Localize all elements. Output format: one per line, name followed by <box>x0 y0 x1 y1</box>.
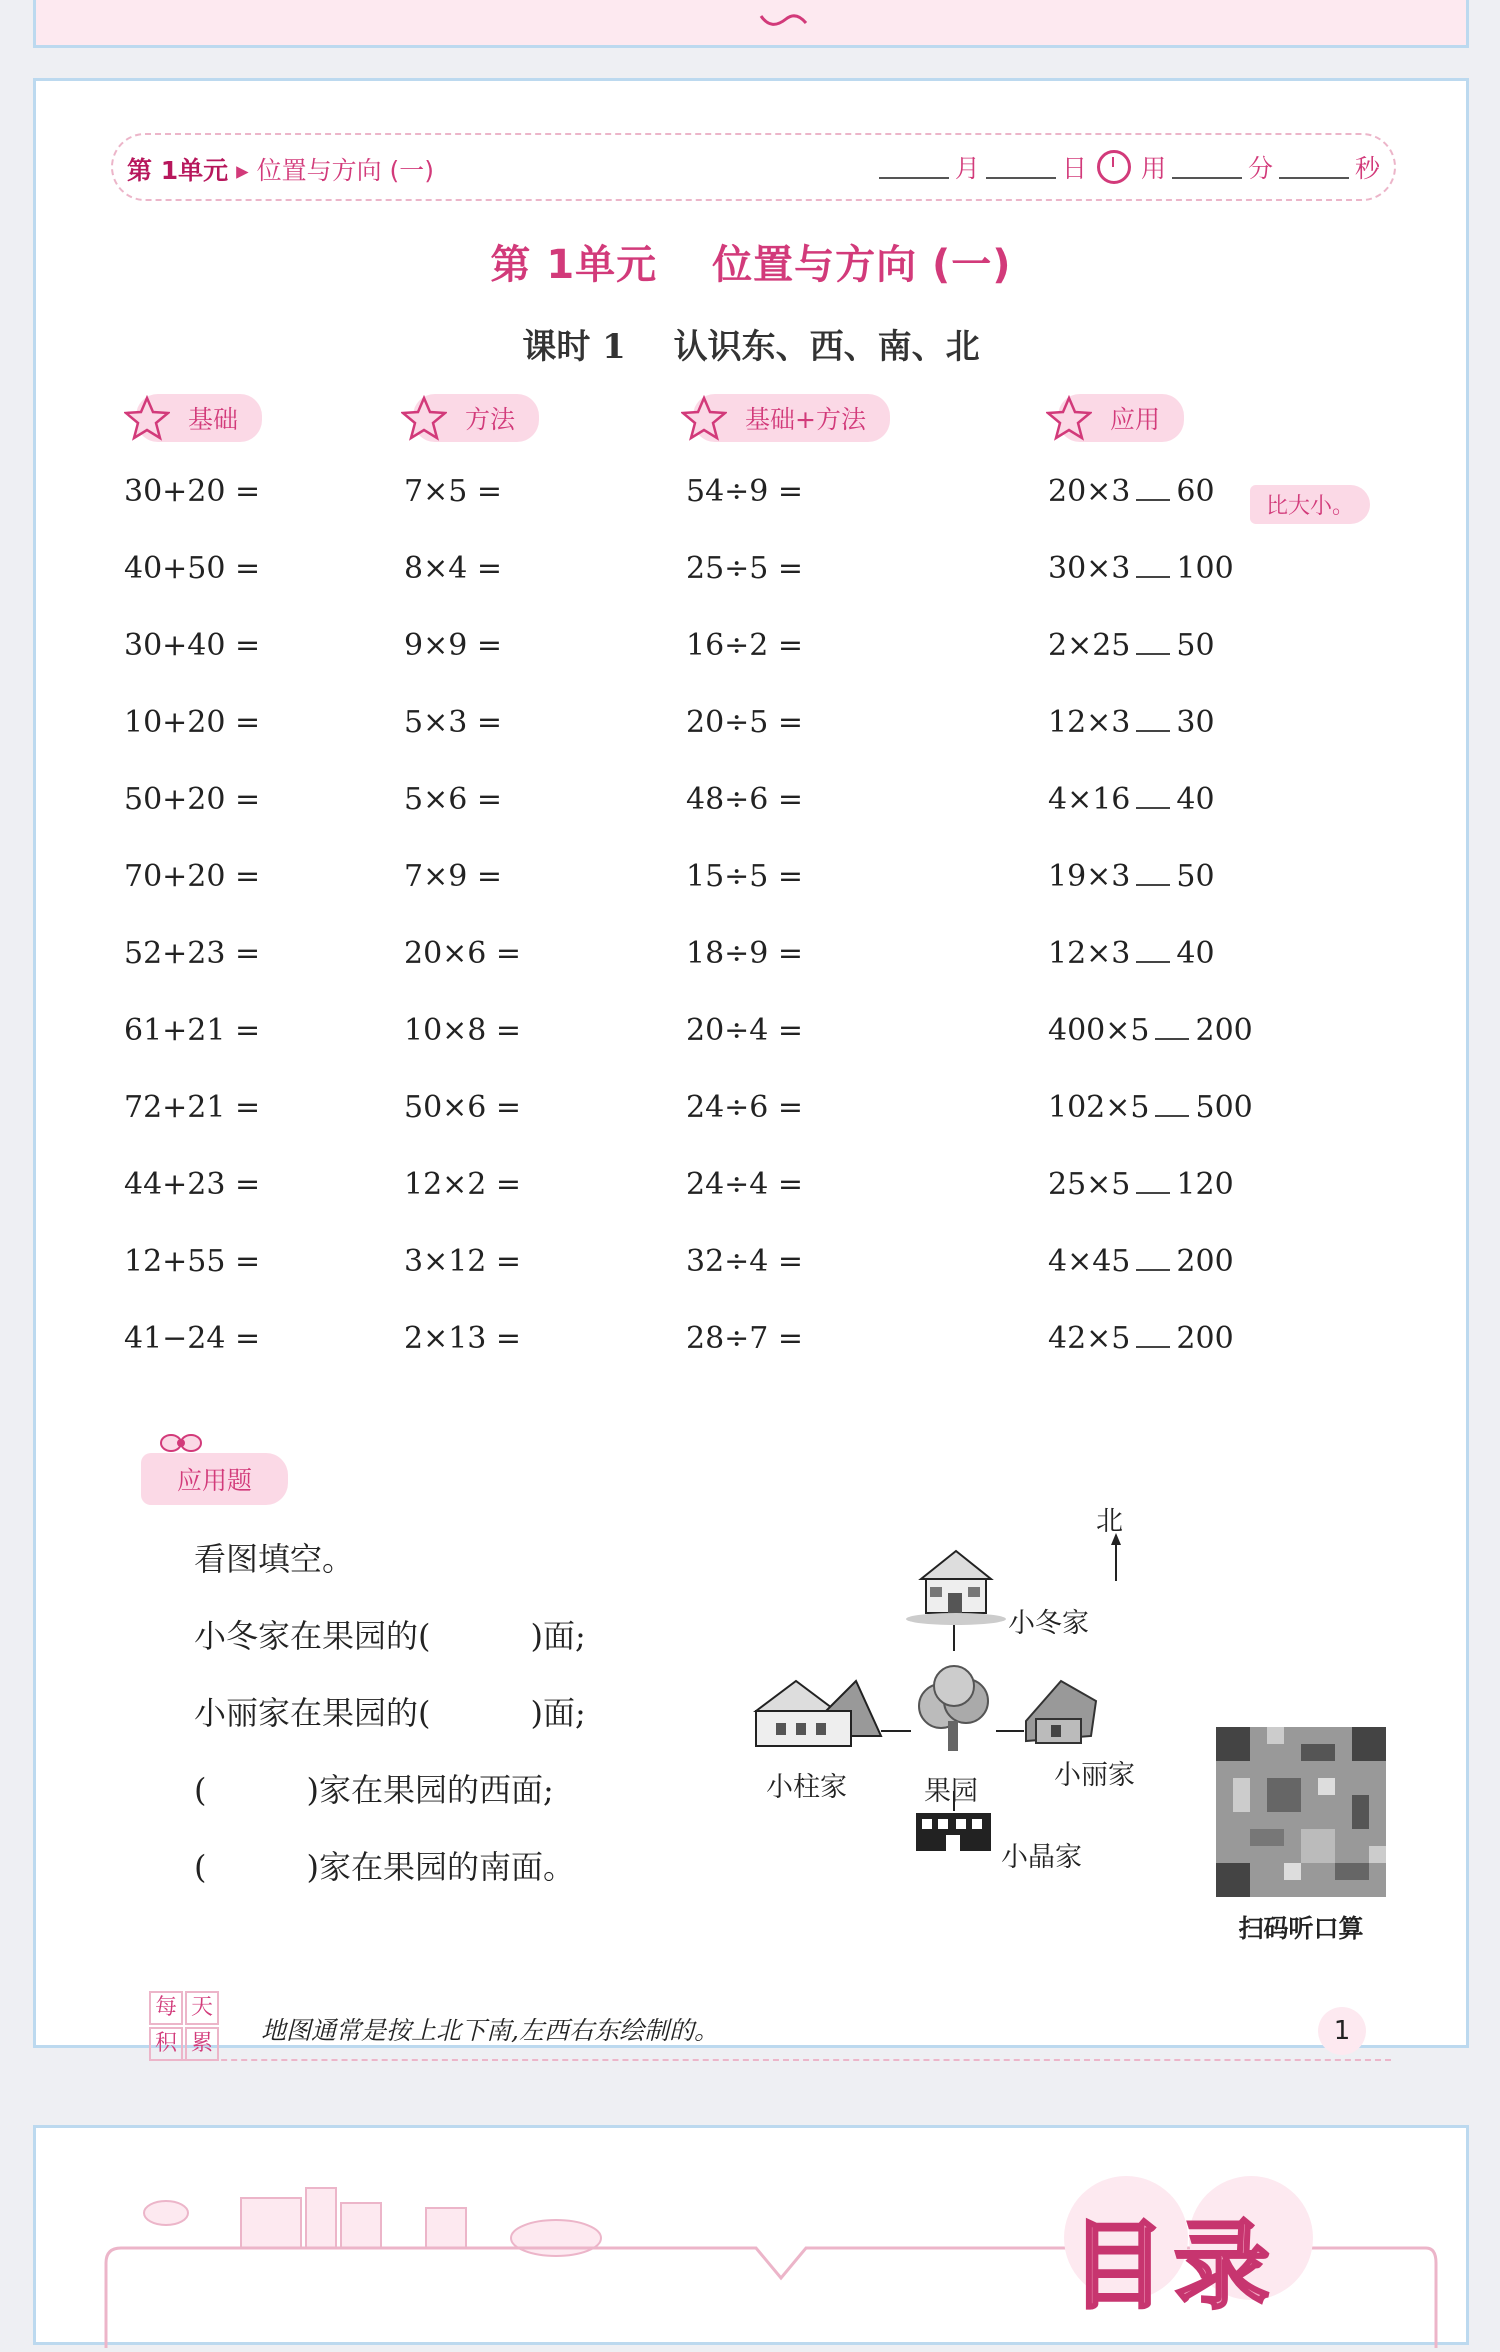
compare-blank[interactable] <box>1155 1093 1189 1117</box>
compare-item <box>1048 607 1253 684</box>
compare-item <box>1048 1223 1253 1300</box>
category-label: 基础 <box>136 394 262 442</box>
breadcrumb-unit: 第 1单元 <box>127 156 229 185</box>
compare-left: 12×3 <box>1048 936 1131 971</box>
qr-code-icon[interactable] <box>1216 1727 1386 1897</box>
question-text: )家在果园的西面; <box>306 1771 554 1809</box>
toc-title: 目录 <box>1070 2210 1278 2322</box>
problem-item: 70+20 = <box>124 859 261 894</box>
decorative-curl-icon <box>756 11 816 31</box>
orchard-tree-icon <box>919 1666 988 1751</box>
tip-tile: 累 <box>185 2027 219 2061</box>
question-text: )面; <box>530 1694 586 1732</box>
compare-left: 19×3 <box>1048 859 1131 894</box>
compare-blank[interactable] <box>1136 708 1170 732</box>
compare-item <box>1048 838 1253 915</box>
unit-title <box>36 233 1466 290</box>
compare-item <box>1048 530 1253 607</box>
cloud-icon <box>144 2201 188 2225</box>
problem-item: 20×6 = <box>404 936 522 971</box>
question-text: 小冬家在果园的( <box>194 1617 431 1655</box>
problem-item: 3×12 = <box>404 1244 522 1279</box>
lesson-number: 课时 1 <box>522 327 626 367</box>
column-method <box>404 453 521 1377</box>
category-label: 基础+方法 <box>693 394 890 442</box>
compare-blank[interactable] <box>1155 1016 1189 1040</box>
compare-left: 12×3 <box>1048 705 1131 740</box>
compare-item <box>1048 1146 1253 1223</box>
compare-item <box>1048 992 1253 1069</box>
footer-divider <box>181 2059 1391 2061</box>
category-apply <box>1046 396 1184 440</box>
category-method <box>401 396 539 440</box>
town-skyline-icon <box>241 2188 601 2256</box>
problem-item: 28÷7 = <box>686 1321 804 1356</box>
compare-left: 42×5 <box>1048 1321 1131 1356</box>
compare-right: 30 <box>1176 705 1215 740</box>
daily-tip-footer <box>111 1983 1411 2063</box>
compare-item <box>1048 1300 1253 1377</box>
direction-map <box>716 1501 1156 1891</box>
south-building-icon <box>916 1813 991 1851</box>
problem-item: 20÷4 = <box>686 1013 804 1048</box>
column-basic-method <box>686 453 803 1377</box>
compare-left: 4×45 <box>1048 1244 1131 1279</box>
problem-item: 50×6 = <box>404 1090 522 1125</box>
category-basic-method <box>681 396 890 440</box>
breadcrumb-separator: ▸ <box>236 156 249 185</box>
column-basic <box>124 453 260 1377</box>
problem-item: 40+50 = <box>124 551 261 586</box>
question-intro: 看图填空。 <box>194 1540 355 1578</box>
problem-item: 5×6 = <box>404 782 502 817</box>
problem-item: 15÷5 = <box>686 859 804 894</box>
compare-left: 30×3 <box>1048 551 1131 586</box>
problem-item: 48÷6 = <box>686 782 804 817</box>
problem-item: 52+23 = <box>124 936 261 971</box>
compare-right: 40 <box>1176 936 1215 971</box>
compare-right: 500 <box>1195 1090 1253 1125</box>
question-1 <box>194 1598 586 1675</box>
problem-item: 30+40 = <box>124 628 261 663</box>
qr-label: 扫码听口算 <box>1238 1914 1364 1943</box>
breadcrumb-topic: 位置与方向 (一) <box>256 156 435 185</box>
compare-right: 60 <box>1176 474 1215 509</box>
category-label: 方法 <box>413 394 539 442</box>
daily-tip-text: 地图通常是按上北下南,左西右东绘制的。 <box>261 2016 719 2045</box>
compare-right: 50 <box>1176 859 1215 894</box>
compare-item <box>1048 1069 1253 1146</box>
problem-item: 54÷9 = <box>686 474 804 509</box>
compare-right: 200 <box>1176 1321 1234 1356</box>
east-home-label: 小丽家 <box>1054 1760 1135 1791</box>
compare-right: 120 <box>1176 1167 1234 1202</box>
compare-left: 102×5 <box>1048 1090 1150 1125</box>
compare-blank[interactable] <box>1136 1170 1170 1194</box>
compare-right: 100 <box>1176 551 1234 586</box>
day-blank[interactable] <box>986 155 1056 179</box>
header-bar <box>111 133 1396 201</box>
question-text: 小丽家在果园的( <box>194 1694 431 1732</box>
compare-blank[interactable] <box>1136 1324 1170 1348</box>
compare-left: 400×5 <box>1048 1013 1150 1048</box>
compare-item <box>1048 761 1253 838</box>
compare-right: 200 <box>1195 1013 1253 1048</box>
compare-right: 50 <box>1176 628 1215 663</box>
unit-title-unit: 第 1单元 <box>490 242 658 288</box>
star-icon <box>124 395 170 441</box>
north-home-label: 小冬家 <box>1008 1608 1089 1639</box>
problem-item: 50+20 = <box>124 782 261 817</box>
north-house-icon <box>906 1551 1006 1625</box>
tip-tile: 每 <box>149 1991 183 2025</box>
problem-item: 44+23 = <box>124 1167 261 1202</box>
problem-item: 20÷5 = <box>686 705 804 740</box>
problem-item: 2×13 = <box>404 1321 522 1356</box>
compare-blank[interactable] <box>1136 862 1170 886</box>
compare-item <box>1048 453 1253 530</box>
problem-item: 24÷4 = <box>686 1167 804 1202</box>
problem-item: 7×9 = <box>404 859 502 894</box>
tip-tile: 天 <box>185 1991 219 2025</box>
application-tag <box>141 1429 288 1505</box>
question-4 <box>194 1829 586 1906</box>
column-apply <box>1048 453 1253 1377</box>
problem-item: 24÷6 = <box>686 1090 804 1125</box>
problem-item: 9×9 = <box>404 628 502 663</box>
compare-blank[interactable] <box>1136 631 1170 655</box>
second-label: 秒 <box>1354 154 1380 183</box>
problem-item: 72+21 = <box>124 1090 261 1125</box>
unit-title-topic: 位置与方向 (一) <box>712 242 1012 288</box>
second-blank[interactable] <box>1279 155 1349 179</box>
star-icon <box>1046 395 1092 441</box>
east-house-icon <box>1026 1681 1096 1743</box>
compare-left: 20×3 <box>1048 474 1131 509</box>
application-label: 应用题 <box>141 1453 288 1505</box>
tip-tile: 积 <box>149 2027 183 2061</box>
problem-item: 61+21 = <box>124 1013 261 1048</box>
problem-item: 16÷2 = <box>686 628 804 663</box>
month-label: 月 <box>954 154 980 183</box>
compare-blank[interactable] <box>1136 554 1170 578</box>
bow-icon <box>159 1429 203 1459</box>
breadcrumb <box>127 151 434 187</box>
compare-right: 200 <box>1176 1244 1234 1279</box>
problem-item: 18÷9 = <box>686 936 804 971</box>
problem-item: 12×2 = <box>404 1167 522 1202</box>
question-text: ( <box>194 1771 207 1809</box>
center-label: 果园 <box>924 1776 978 1807</box>
page-number: 1 <box>1318 2007 1366 2055</box>
lesson-topic: 认识东、西、南、北 <box>673 327 980 367</box>
north-label: 北 <box>1096 1506 1123 1537</box>
star-icon <box>681 395 727 441</box>
lesson-title <box>36 319 1466 368</box>
compare-right: 40 <box>1176 782 1215 817</box>
compare-left: 4×16 <box>1048 782 1131 817</box>
problem-item: 30+20 = <box>124 474 261 509</box>
problem-item: 25÷5 = <box>686 551 804 586</box>
compare-hint: 比大小。 <box>1250 485 1370 524</box>
minute-label: 分 <box>1247 154 1273 183</box>
compare-left: 2×25 <box>1048 628 1131 663</box>
question-text: ( <box>194 1848 207 1886</box>
map-drawing <box>716 1501 1156 1891</box>
star-icon <box>401 395 447 441</box>
problem-item: 12+55 = <box>124 1244 261 1279</box>
minute-blank[interactable] <box>1172 155 1242 179</box>
stopwatch-icon <box>1097 150 1131 184</box>
compare-item <box>1048 684 1253 761</box>
question-text: )面; <box>530 1617 586 1655</box>
month-blank[interactable] <box>879 155 949 179</box>
problem-item: 10+20 = <box>124 705 261 740</box>
previous-page-frame <box>33 0 1469 48</box>
day-label: 日 <box>1061 154 1087 183</box>
application-questions <box>194 1521 586 1906</box>
category-basic <box>124 396 262 440</box>
compare-blank[interactable] <box>1136 1247 1170 1271</box>
use-label: 用 <box>1140 154 1166 183</box>
compare-blank[interactable] <box>1136 939 1170 963</box>
problem-item: 5×3 = <box>404 705 502 740</box>
west-home-label: 小柱家 <box>766 1772 847 1803</box>
question-2 <box>194 1675 586 1752</box>
south-home-label: 小晶家 <box>1001 1842 1082 1873</box>
compare-blank[interactable] <box>1136 785 1170 809</box>
problem-item: 41−24 = <box>124 1321 261 1356</box>
compare-left: 25×5 <box>1048 1167 1131 1202</box>
question-3 <box>194 1752 586 1829</box>
problem-item: 8×4 = <box>404 551 502 586</box>
category-label: 应用 <box>1058 394 1184 442</box>
west-house-icon <box>756 1681 881 1746</box>
compare-blank[interactable] <box>1136 477 1170 501</box>
question-text: )家在果园的南面。 <box>306 1848 575 1886</box>
date-time-fields <box>873 149 1380 185</box>
problem-item: 32÷4 = <box>686 1244 804 1279</box>
worksheet-page <box>33 78 1469 2056</box>
problem-item: 10×8 = <box>404 1013 522 1048</box>
problem-item: 7×5 = <box>404 474 502 509</box>
compare-item <box>1048 915 1253 992</box>
